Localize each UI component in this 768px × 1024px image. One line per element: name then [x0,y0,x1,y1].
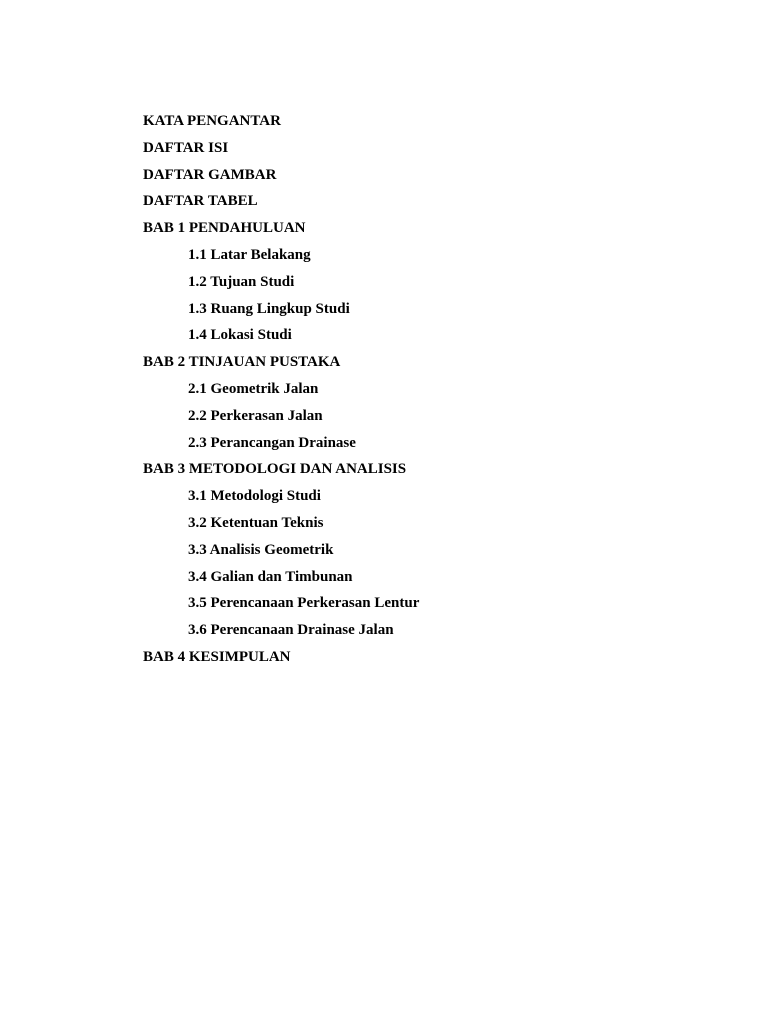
toc-section-3-6: 3.6 Perencanaan Drainase Jalan [188,622,394,639]
toc-section-2-2: 2.2 Perkerasan Jalan [188,407,323,424]
toc-entry-daftar-tabel: DAFTAR TABEL [143,193,258,210]
toc-section-3-3: 3.3 Analisis Geometrik [188,541,334,558]
toc-chapter-bab-1: BAB 1 PENDAHULUAN [143,220,306,237]
toc-section-3-5: 3.5 Perencanaan Perkerasan Lentur [188,595,420,612]
table-of-contents [143,108,419,671]
toc-entry-daftar-gambar: DAFTAR GAMBAR [143,166,277,183]
toc-chapter-bab-2: BAB 2 TINJAUAN PUSTAKA [143,354,341,371]
toc-section-1-1: 1.1 Latar Belakang [188,246,311,263]
toc-chapter-bab-3: BAB 3 METODOLOGI DAN ANALISIS [143,461,407,478]
toc-section-3-1: 3.1 Metodologi Studi [188,488,321,505]
toc-section-3-2: 3.2 Ketentuan Teknis [188,514,324,531]
toc-section-1-4: 1.4 Lokasi Studi [188,327,292,344]
toc-section-1-3: 1.3 Ruang Lingkup Studi [188,300,350,317]
toc-section-2-1: 2.1 Geometrik Jalan [188,380,319,397]
toc-section-3-4: 3.4 Galian dan Timbunan [188,568,353,585]
toc-chapter-bab-4: BAB 4 KESIMPULAN [143,648,291,665]
toc-entry-daftar-isi: DAFTAR ISI [143,139,229,156]
toc-section-2-3: 2.3 Perancangan Drainase [188,434,356,451]
toc-section-1-2: 1.2 Tujuan Studi [188,273,295,290]
toc-entry-kata-pengantar: KATA PENGANTAR [143,113,281,129]
